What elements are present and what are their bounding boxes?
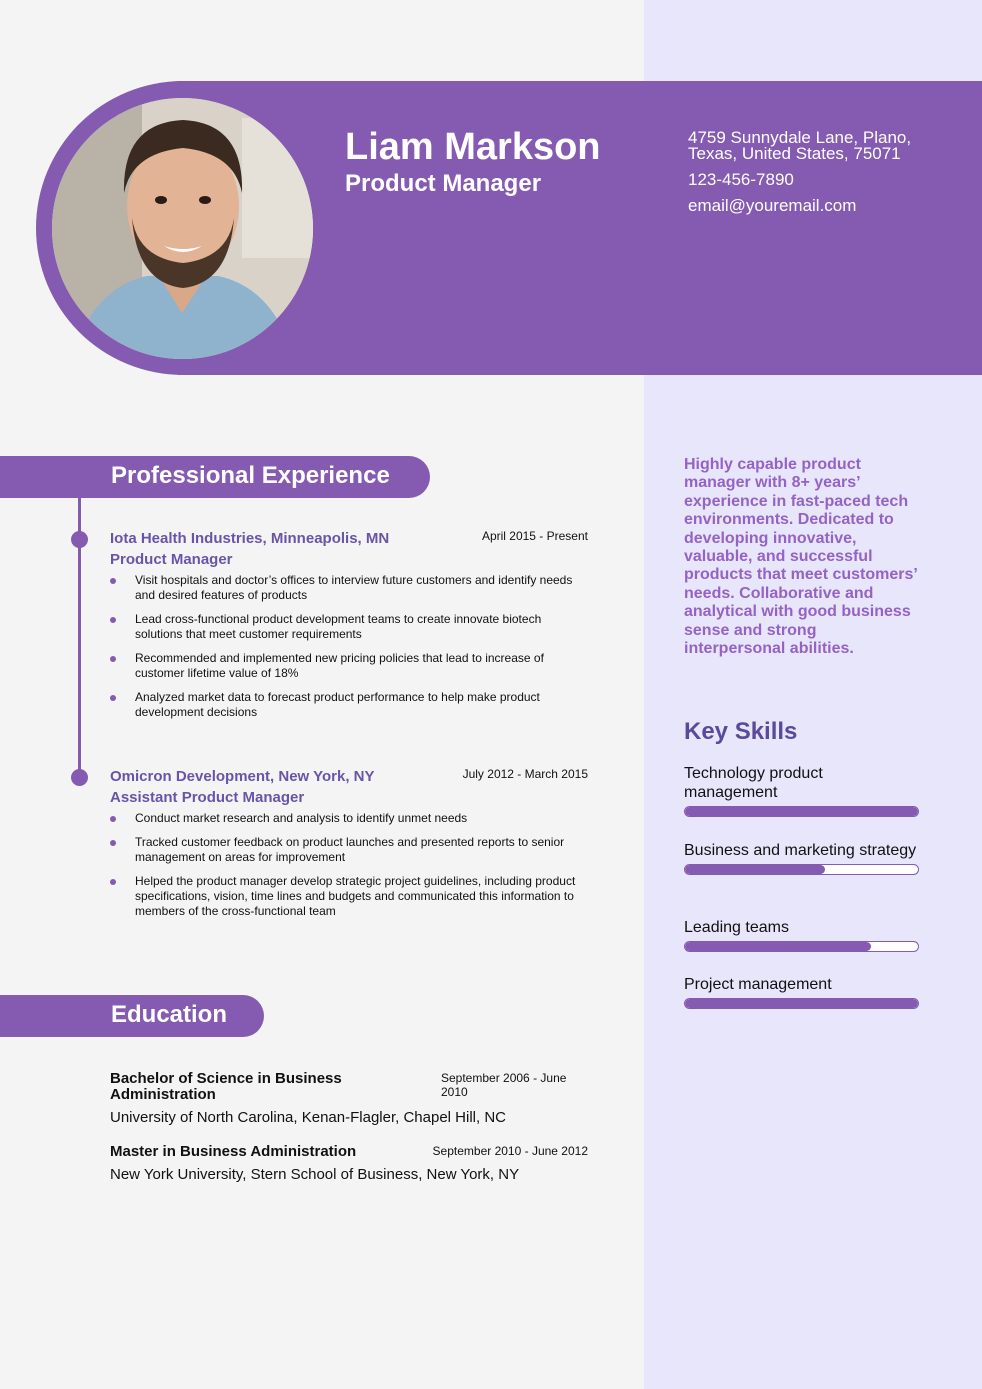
skill-bar <box>684 864 919 875</box>
profile-photo <box>52 98 313 359</box>
skill-item <box>684 841 920 875</box>
contact-info <box>688 130 948 214</box>
job-bullet: Recommended and implemented new pricing policies that lead to increase of customer lifetime value of 18% <box>110 651 588 681</box>
candidate-title: Product Manager <box>345 170 542 197</box>
job-bullet: Lead cross-functional product development teams to create innovate biotech solutions that meet customer requirements <box>110 612 588 642</box>
skill-fill <box>685 807 918 816</box>
edu-school: University of North Carolina, Kenan-Flagler, Chapel Hill, NC <box>110 1109 506 1126</box>
job-bullets <box>110 811 588 919</box>
skill-label: Leading teams <box>684 919 789 936</box>
job-dates: April 2015 - Present <box>481 529 588 543</box>
skill-fill <box>685 865 825 874</box>
job-role: Product Manager <box>110 551 233 568</box>
job-dates: July 2012 - March 2015 <box>462 767 588 781</box>
skill-item <box>684 764 920 817</box>
contact-email[interactable]: email@youremail.com <box>688 196 857 215</box>
job-entry <box>110 767 588 928</box>
job-entry <box>110 529 588 729</box>
job-bullet: Conduct market research and analysis to identify unmet needs <box>110 811 588 826</box>
timeline-dot <box>71 769 88 786</box>
contact-address: 4759 Sunnydale Lane, Plano, Texas, United States, 75071 <box>688 128 912 163</box>
contact-phone: 123-456-7890 <box>688 170 794 189</box>
job-bullet: Tracked customer feedback on product launches and presented reports to senior management on areas for improvement <box>110 835 588 865</box>
skill-label: Business and marketing strategy <box>684 842 917 859</box>
job-bullet: Analyzed market data to forecast product performance to help make product development decisions <box>110 690 588 720</box>
experience-heading: Professional Experience <box>0 456 430 498</box>
skill-item <box>684 918 920 952</box>
job-bullets <box>110 573 588 720</box>
skill-fill <box>685 942 871 951</box>
skill-fill <box>685 999 918 1008</box>
skill-bar <box>684 941 919 952</box>
edu-school: New York University, Stern School of Business, New York, NY <box>110 1166 520 1183</box>
job-company: Omicron Development, New York, NY <box>110 768 375 785</box>
skills-heading: Key Skills <box>684 718 798 745</box>
edu-dates: September 2006 - June 2010 <box>441 1071 567 1099</box>
skill-bar <box>684 998 919 1009</box>
education-entry <box>110 1071 588 1126</box>
edu-dates: September 2010 - June 2012 <box>432 1144 588 1158</box>
candidate-name: Liam Markson <box>345 126 601 168</box>
job-bullet: Helped the product manager develop strategic project guidelines, including product specifications, vision, time lines and budgets and communicated this information to members of the cross-functional team <box>110 874 588 919</box>
edu-degree: Master in Business Administration <box>110 1143 357 1160</box>
skill-label: Project management <box>684 976 832 993</box>
profile-summary: Highly capable product manager with 8+ years’ experience in fast-paced tech environments. Dedicated to developing innovative, valuable, and successful products that meet customers’ needs. Collaborative and analytical with good business sense and strong interpersonal abilities. <box>684 456 917 658</box>
skill-bar <box>684 806 919 817</box>
job-company: Iota Health Industries, Minneapolis, MN <box>110 530 390 547</box>
edu-degree: Bachelor of Science in Business Administration <box>110 1070 342 1103</box>
timeline-dot <box>71 531 88 548</box>
education-heading: Education <box>0 995 264 1037</box>
skill-item <box>684 975 920 1009</box>
job-role: Assistant Product Manager <box>110 789 305 806</box>
skill-label: Technology product management <box>684 765 823 801</box>
job-bullet: Visit hospitals and doctor’s offices to interview future customers and identify needs and desired features of products <box>110 573 588 603</box>
education-entry <box>110 1144 588 1183</box>
